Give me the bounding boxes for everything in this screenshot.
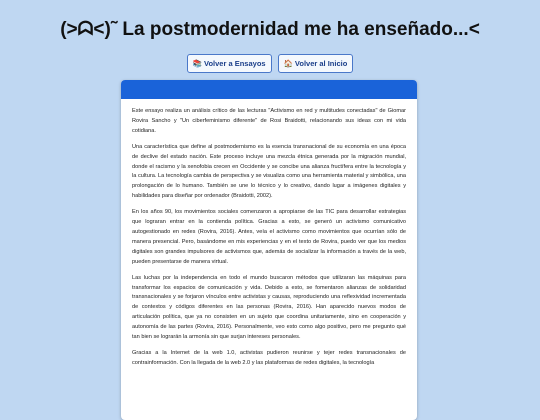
nav-bar — [0, 54, 540, 73]
essay-paragraph: En los años 90, los movimientos sociales comenzaron a apropiarse de las TIC para desarrollar estrategias que lograran entrar en la contienda política. Gracias a esto, se generó un activismo comunicativo autogestionado en redes (Rovira, 2016). Antes, veía el activismo como movimientos que ocurrían sólo de manera presencial. Pero, basándome en mis experiencias y en el texto de Rovira, puedo ver que los medios digitales son grandes impulsores de activismos que, además de socializar la información a través de la web, pueden presentarse de manera virtual. — [132, 209, 406, 265]
essay-paragraph: Gracias a la Internet de la web 1.0, activistas pudieron reunirse y tejer redes transnacionales de contrainformación. Con la llegada de la web 2.0 y las plataformas de redes digitales, la tecnología — [132, 349, 406, 366]
essay-card — [121, 80, 417, 420]
page-title: (>ᗣ<)˜ La postmodernidad me ha enseñado...< — [60, 19, 480, 40]
back-to-home-button[interactable] — [278, 54, 354, 73]
back-to-essays-button[interactable] — [187, 54, 272, 73]
back-to-home-label: Volver al Inicio — [294, 59, 348, 68]
house-icon: 🏠 — [283, 59, 293, 68]
books-icon: 📚 — [192, 59, 203, 68]
essay-body — [121, 99, 417, 369]
essay-paragraph: Este ensayo realiza un análisis crítico de las lecturas "Activismo en red y multitudes conectadas" de Giomar Rovira Sancho y "Un ciberfeminismo diferente" de Rosi Braidotti, relacionando sus ideas con mi vida cotidiana. — [132, 108, 406, 134]
essay-paragraph: Las luchas por la independencia en todo el mundo buscaron métodos que utilizaran las máquinas para transformar los espacios de comunicación y vida. Debido a esto, se fomentaron alianzas de solidaridad transnacionales y se forjaron vínculos entre activistas y causas, reproduciendo una reflexividad incrementada de contextos y códigos diferentes en las personas (Rovira, 2016). Han aparecido nuevos modos de articulación política, que ya no consisten en un sujeto que coordina unitariamente, sino en cooperación y autonomía de las partes (Rovira, 2016). Personalmente, veo esto como algo positivo, pero me pregunto qué tan bien se lograrán la armonía sin que surjan intereses personales. — [132, 274, 406, 341]
essay-card-header — [121, 80, 417, 99]
back-to-essays-label: Volver a Ensayos — [204, 59, 266, 68]
essay-paragraph: Una característica que define al postmodernismo es la esencia transnacional de su economía en una época de declive del estado nación. Este proceso incluye una mezcla étnica generada por la migración mundial, donde el racismo y la xenofobia crecen en Occidente y se concibe una alianza fructífera entre la tecnología y la cultura. La tecnología cambia de perspectiva y se visualiza como una herramienta material y simbólica, una prolongación de lo humano. También se une lo técnico y lo creativo, dando lugar a imágenes digitales y habilidades para diseñar por ordenador (Braidotti, 2002). — [132, 143, 406, 200]
